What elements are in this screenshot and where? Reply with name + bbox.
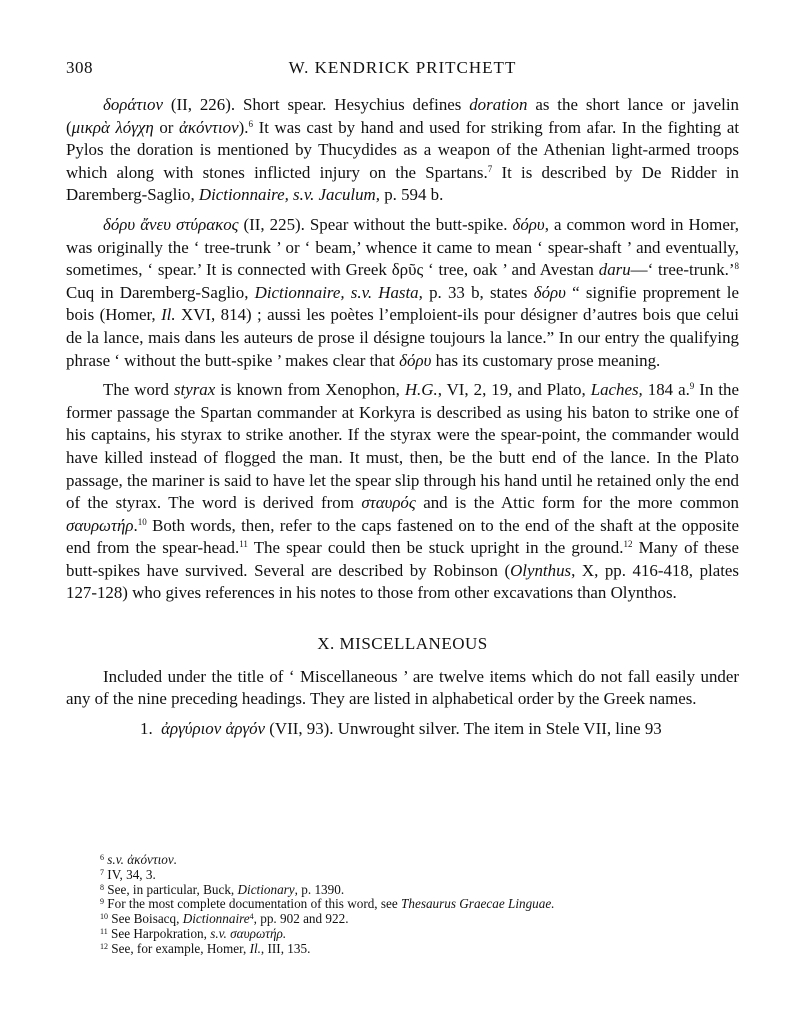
footnote-ref: 12 (623, 539, 633, 550)
footnote-ref: 10 (137, 516, 147, 527)
section-intro: Included under the title of ‘ Miscellaneous ’ are twelve items which do not fall easily under any of the nine preceding headings. They are listed in alphabetical order by the Greek names. (66, 666, 739, 709)
page-number: 308 (66, 58, 93, 77)
body-text (66, 94, 739, 740)
footnote-10: $^{10}$ See Boisacq, Dictionnaire$^4$, pp. 902 and 922. (100, 911, 349, 927)
footnote-ref: 6 (248, 118, 253, 129)
footnote-12: $^{12}$ See, for example, Homer, Il., III, 135. (100, 940, 311, 956)
paragraph-doration: δοράτιον (II, 226). Short spear. Hesychius defines doration as the short lance or javelin (μικρὰ λόγχη or ἀκόντιον).$^6$ It was cast by hand and used for striking from afar. In the fighting at Pylos the doration is mentioned by Thucydides as a weapon of the Athenian light-armed troops which along with stones inflicted injury on the Spartans.$^7$ It is described by De Ridder in Daremberg-Saglio, Dictionnaire, s.v. Jaculum, p. 594 b. (66, 95, 740, 205)
footnote-ref: 11 (239, 539, 248, 550)
footnote-ref: 7 (487, 163, 493, 174)
paragraph-styrax: The word styrax is known from Xenophon, H.G., VI, 2, 19, and Plato, Laches, 184 a.$^9$ In the former passage the Spartan commander at Korkyra is described as using his baton to strike one of his captains, his styrax to strike another. If the styrax were the spear-point, the commander would have killed instead of flogged the man. It must, then, be the butt end of the lance. In the Plato passage, the mariner is said to have let the spear slip through his hand until he retained only the end of the styrax. The word is derived from σταυρός and is the Attic form for the more common σαυρωτήρ.$^{10}$ Both words, then, refer to the caps fastened on to the end of the shaft at the opposite end from the spear-head.$^{11}$ The spear could then be stuck upright in the ground.$^{12}$ Many of these butt-spikes have survived. Several are described by Robinson (Olynthus, X, pp. 416-418, plates 127-128) who gives references in his notes to those from other excavations than Olynthos. (66, 380, 740, 603)
footnote-7: $^7$ IV, 34, 3. (100, 866, 156, 882)
item-number: 1. (140, 718, 153, 738)
list-item: 1. ἀργύριον ἀργόν (VII, 93). Unwrought silver. The item in Stele VII, line 93 (66, 718, 739, 741)
footnote-6: $^6$ s.v. ἀκόντιον. (100, 852, 178, 867)
page-header (66, 58, 739, 80)
footnote-ref: 9 (689, 381, 695, 392)
footnote-ref: 8 (734, 261, 739, 272)
running-title: W. KENDRICK PRITCHETT (288, 58, 517, 77)
footnotes (100, 853, 740, 957)
footnote-11: $^{11}$ See Harpokration, s.v. σαυρωτήρ. (100, 925, 287, 941)
footnote-9: $^9$ For the most complete documentation of this word, see Thesaurus Graecae Linguae. (100, 896, 555, 912)
section-heading: X. MISCELLANEOUS (317, 634, 488, 654)
paragraph-dory: δόρυ ἄνευ στύρακος (II, 225). Spear without the butt-spike. δόρυ, a common word in Homer, was originally the ‘ tree-trunk ’ or ‘ beam,’ whence it came to mean ‘ spear-shaft ’ and eventually, sometimes, ‘ spear.’ It is connected with Greek δρῦς ‘ tree, oak ’ and Avestan daru—‘ tree-trunk.’$^8$ Cuq in Daremberg-Saglio, Dictionnaire, s.v. Hasta, p. 33 b, states δόρυ “ signifie proprement le bois (Homer, Il. XVI, 814) ; aussi les poètes l’emploient-ils pour désigner d’autres bois que celui de la lance, mais dans les auteurs de prose il désigne toujours la lance.” In our entry the qualifying phrase ‘ without the butt-spike ’ makes clear that δόρυ has its customary prose meaning. (66, 214, 739, 370)
footnote-8: $^8$ See, in particular, Buck, Dictionary, p. 1390. (100, 881, 345, 897)
